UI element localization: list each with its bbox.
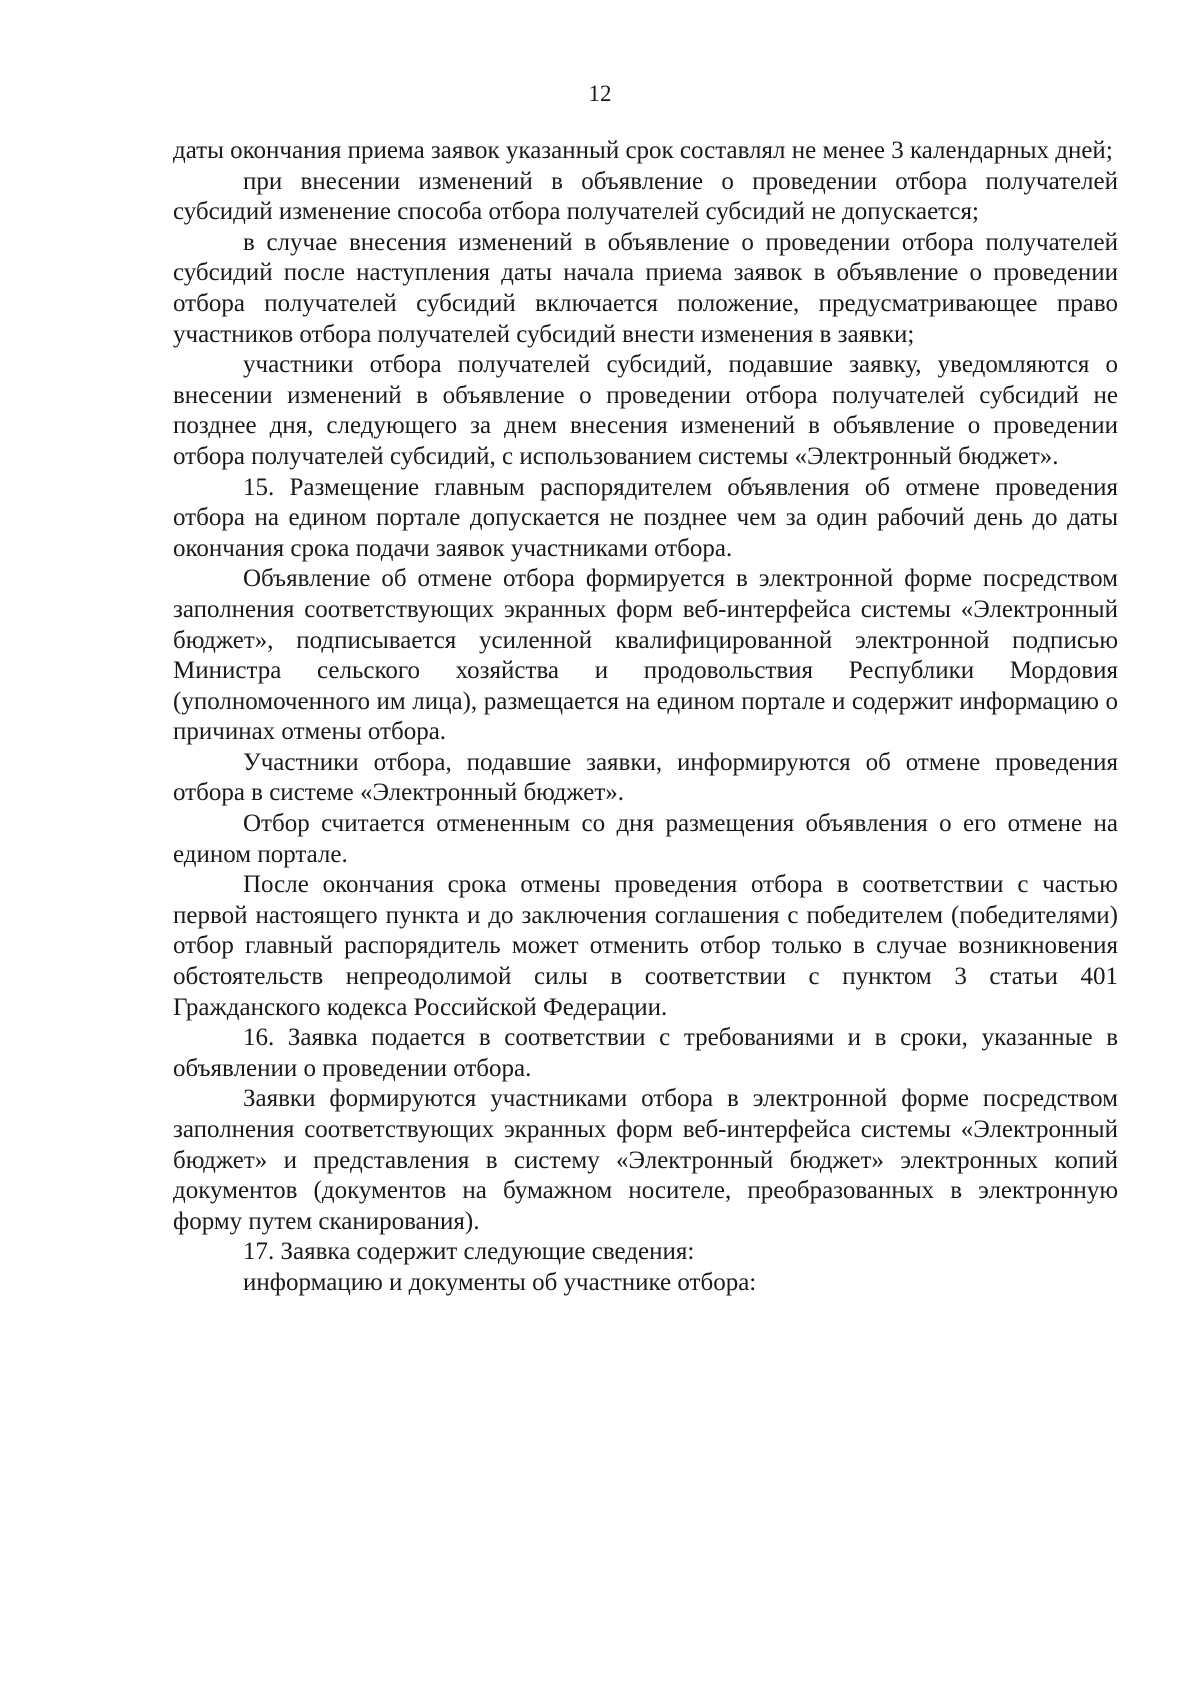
page-number: 12 [588,81,612,106]
paragraph-item-15: 15. Размещение главным распорядителем объявления об отмене проведения отбора на едином портале допускается не позднее чем за один рабочий день до даты окончания срока подачи заявок участниками отбора. [173,473,1118,562]
paragraph: даты окончания приема заявок указанный срок составлял не менее 3 календарных дней; [173,137,1113,164]
paragraph: Участники отбора, подавшие заявки, информируются об отмене проведения отбора в системе «Электронный бюджет». [173,748,1118,807]
paragraph: участники отбора получателей субсидий, подавшие заявку, уведомляются о внесении изменений в объявление о проведении отбора получателей субсидий не позднее дня, следующего за днем внесения изменений в объявление о проведении отбора получателей субсидий, с использованием системы «Электронный бюджет». [173,351,1118,470]
paragraph: Отбор считается отмененным со дня размещения объявления о его отмене на едином портале. [173,810,1118,868]
paragraph: информацию и документы об участнике отбора: [243,1268,757,1296]
paragraph: в случае внесения изменений в объявление о проведении отбора получателей субсидий после наступления даты начала приема заявок в объявление о проведении отбора получателей субсидий включается положение, предусматривающее право участников отбора получателей субсидий внести изменения в заявки; [173,228,1118,348]
paragraph: После окончания срока отмены проведения отбора в соответствии с частью первой настоящего пункта и до заключения соглашения с победителем (победителями) отбор главный распорядитель может отменить отбор только в случае возникновения обстоятельств непреодолимой силы в соответствии с пунктом 3 статьи 401 Гражданского кодекса Российской Федерации. [173,871,1118,1021]
paragraph: Заявки формируются участниками отбора в электронной форме посредством заполнения соответствующих экранных форм веб-интерфейса системы «Электронный бюджет» и представления в систему «Электронный бюджет» электронных копий документов (документов на бумажном носителе, преобразованных в электронную форму путем сканирования). [173,1085,1118,1235]
paragraph-item-17: 17. Заявка содержит следующие сведения: [243,1238,695,1266]
paragraph: при внесении изменений в объявление о проведении отбора получателей субсидий изменение способа отбора получателей субсидий не допускается; [173,167,1118,226]
document-body [173,136,1118,1299]
paragraph: Объявление об отмене отбора формируется в электронной форме посредством заполнения соответствующих экранных форм веб-интерфейса системы «Электронный бюджет», подписывается усиленной квалифицированной электронной подписью Министра сельского хозяйства и продовольствия Республики Мордовия (уполномоченного им лица), размещается на едином портале и содержит информацию о причинах отмены отбора. [173,565,1118,746]
paragraph-item-16: 16. Заявка подается в соответствии с требованиями и в сроки, указанные в объявлении о проведении отбора. [173,1024,1118,1082]
